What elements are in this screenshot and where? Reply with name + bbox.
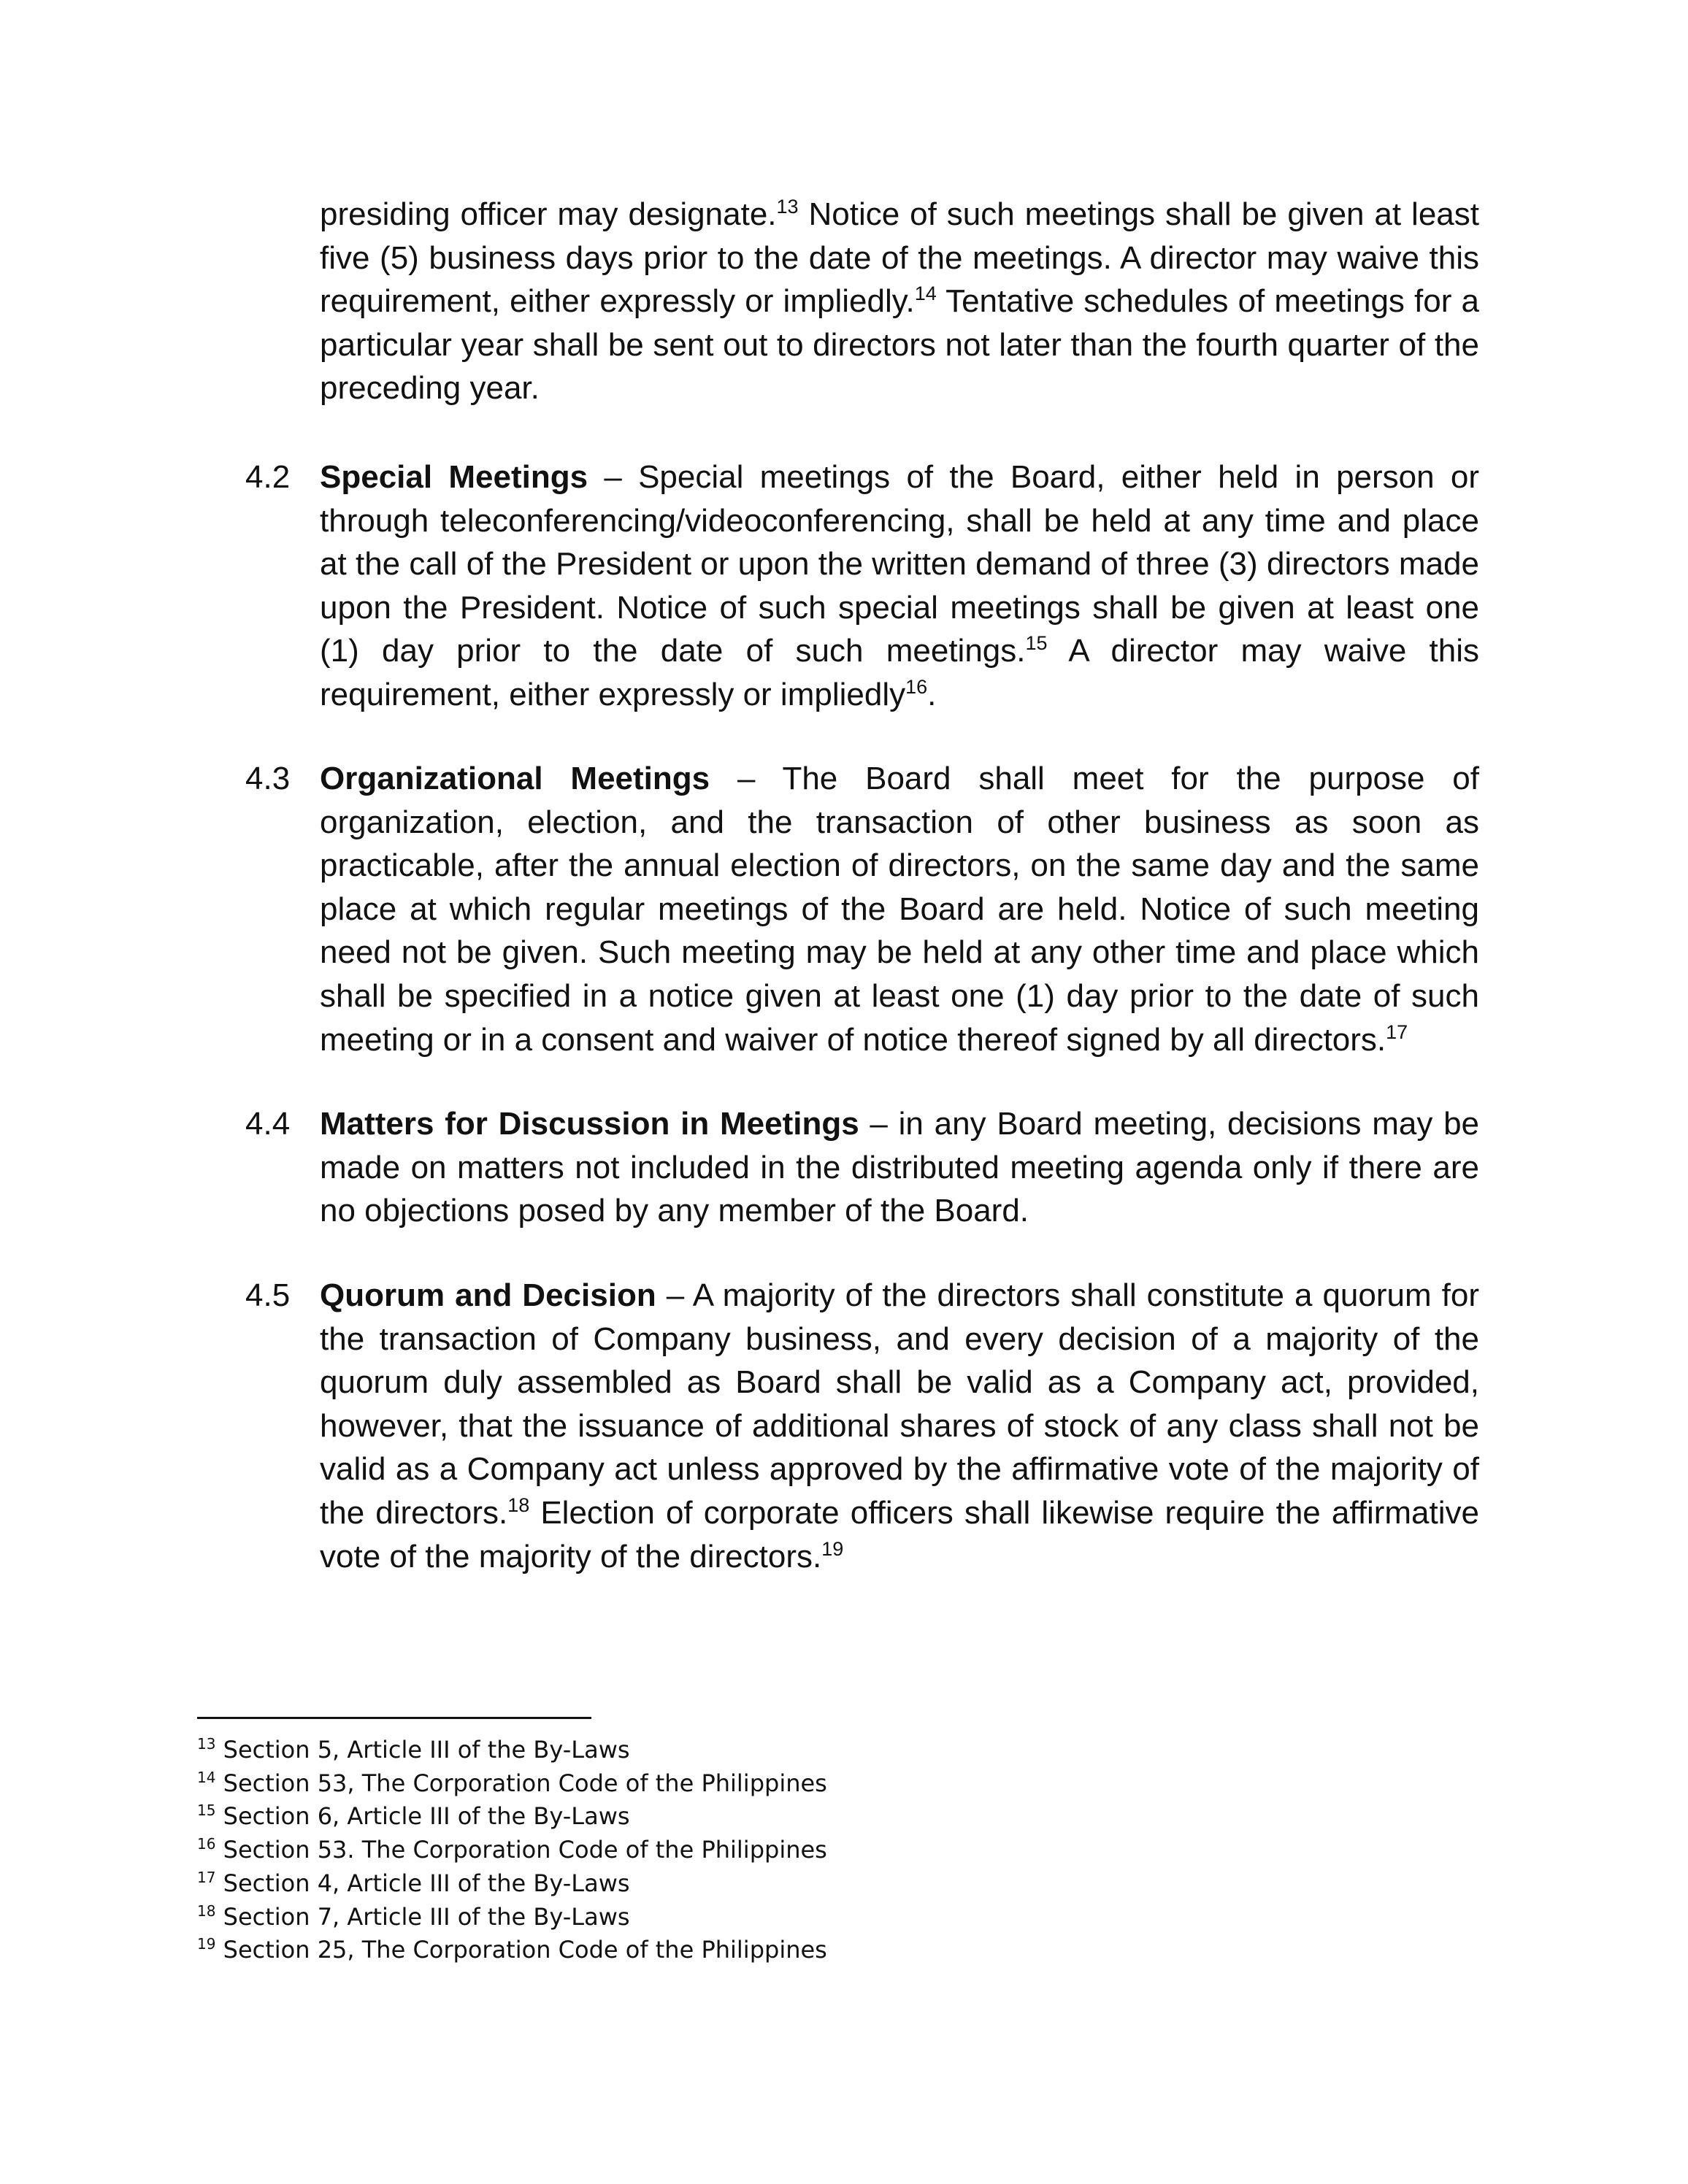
- footnote: [197, 1934, 1438, 1967]
- footnote-text: Section 6, Article III of the By-Laws: [215, 1802, 630, 1831]
- footnote-number: 19: [197, 1935, 216, 1953]
- footnote: [197, 1834, 1438, 1867]
- footnote-text: Section 4, Article III of the By-Laws: [215, 1869, 630, 1897]
- footnote-ref[interactable]: 15: [1025, 632, 1048, 655]
- paragraph-text: Tentative schedules of meetings for a particular year shall be sent out to directors not later than the fourth quarter of the preceding year.: [320, 283, 1480, 407]
- section-heading: Quorum and Decision: [320, 1277, 656, 1313]
- footnote-ref[interactable]: 14: [914, 282, 937, 305]
- footnote: [197, 1800, 1438, 1834]
- section-number: 4.5: [245, 1277, 291, 1313]
- section-heading: Organizational Meetings: [320, 761, 710, 796]
- footnote-text: Section 53. The Corporation Code of the Philippines: [215, 1836, 827, 1864]
- section-paragraph: [320, 757, 1479, 1061]
- paragraph-text: – A majority of the directors shall constitute a quorum for the transaction of Company business, and every decision of a majority of the quorum duly assembled as Board shall be valid as a Company act, provided, however, that the issuance of additional shares of stock of any class shall not be valid as a Company act unless approved by the affirmative vote of the majority of the directors.: [320, 1277, 1479, 1531]
- footnote-number: 18: [197, 1902, 216, 1920]
- footnote-number: 13: [197, 1735, 216, 1753]
- paragraph-text: Notice of such meetings shall be given at least five (5) business days prior to the date of the meetings. A director may waive this requirement, either expressly or impliedly.: [320, 196, 1479, 320]
- footnote-text: Section 7, Article III of the By-Laws: [215, 1902, 630, 1931]
- paragraph-text: A director may waive this requirement, either expressly or impliedly: [320, 633, 1480, 712]
- footnote-ref[interactable]: 17: [1386, 1020, 1408, 1043]
- footnote: [197, 1734, 1438, 1767]
- footnote-text: Section 53, The Corporation Code of the Philippines: [215, 1769, 827, 1797]
- footnote-number: 15: [197, 1802, 216, 1820]
- footnote: [197, 1901, 1438, 1934]
- paragraph-text: – in any Board meeting, decisions may be made on matters not included in the distributed meeting agenda only if there are no objections posed by any member of the Board.: [320, 1106, 1480, 1229]
- paragraph-text: presiding officer may designate.: [320, 196, 777, 232]
- footnote-text: Section 25, The Corporation Code of the Philippines: [215, 1936, 827, 1964]
- section-number: 4.2: [245, 459, 291, 495]
- section-paragraph: [320, 1274, 1479, 1578]
- section-paragraph: [320, 455, 1479, 717]
- footnote-number: 14: [197, 1768, 216, 1786]
- footnote-number: 17: [197, 1868, 216, 1886]
- section-heading: Matters for Discussion in Meetings: [320, 1106, 859, 1142]
- footnote-text: Section 5, Article III of the By-Laws: [215, 1736, 630, 1764]
- paragraph-text: Election of corporate officers shall likewise require the affirmative vote of the majority of the directors.: [320, 1494, 1479, 1574]
- paragraph-text: .: [927, 676, 937, 712]
- section-heading: Special Meetings: [320, 459, 588, 495]
- section-number: 4.3: [245, 761, 291, 796]
- footnote-ref[interactable]: 19: [821, 1537, 844, 1560]
- paragraph-text: – Special meetings of the Board, either held in person or through teleconferencing/videoconferencing, shall be held at any time and place at the call of the President or upon the written demand of three (3) directors made upon the President. Notice of such special meetings shall be given at least one (1) day prior to the date of such meetings.: [320, 459, 1479, 669]
- footnote: [197, 1767, 1438, 1801]
- footnote-separator: [197, 1717, 591, 1719]
- footnotes: [197, 1734, 1438, 1967]
- paragraph-text: – The Board shall meet for the purpose of organization, election, and the transaction of other business as soon as practicable, after the annual election of directors, on the same day and the same place at which regular meetings of the Board are held. Notice of such meeting need not be given. Such meeting may be held at any other time and place which shall be specified in a notice given at least one (1) day prior to the date of such meeting or in a consent and waiver of notice thereof signed by all directors.: [320, 761, 1480, 1058]
- footnote-ref[interactable]: 16: [905, 675, 928, 698]
- footnote-number: 16: [197, 1835, 216, 1853]
- section-number: 4.4: [245, 1106, 291, 1142]
- section-paragraph: [320, 1102, 1479, 1233]
- footnote-ref[interactable]: 13: [776, 196, 799, 218]
- continuation-paragraph: [320, 193, 1479, 410]
- footnote-ref[interactable]: 18: [507, 1493, 530, 1516]
- footnote: [197, 1867, 1438, 1901]
